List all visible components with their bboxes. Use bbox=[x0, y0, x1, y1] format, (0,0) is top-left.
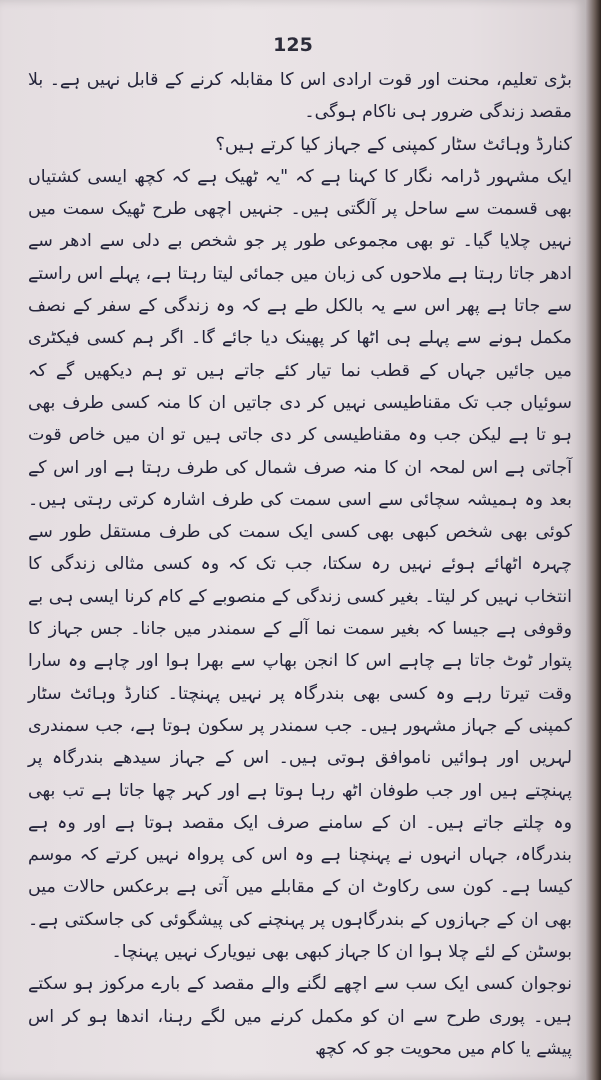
page-body-text bbox=[28, 64, 572, 1065]
page-number: 125 bbox=[273, 34, 313, 56]
paragraph-intro: بڑی تعلیم، محنت اور قوت ارادی اس کا مقابلہ کرنے کے قابل نہیں ہے۔ بلا مقصد زندگی ضرور ہی ناکام ہوگی۔ bbox=[28, 70, 572, 123]
paragraph-closing: نوجوان کسی ایک سب سے اچھے لگنے والے مقصد کے بارے مرکوز ہو سکتے ہیں۔ پوری طرح سے ان کو مکمل کرنے میں لگے رہنا، اندھا ہو کر اس پیشے یا کام میں محویت جو کہ کچھ bbox=[28, 974, 572, 1059]
paragraph-main: ایک مشہور ڈرامہ نگار کا کہنا ہے کہ "یہ ٹھیک ہے کہ کچھ ایسی کشتیاں بھی قسمت سے ساحل پر آلگتی ہیں۔ جنہیں اچھی طرح ٹھیک سمت میں نہیں چلایا گیا۔ تو بھی مجموعی طور پر جو شخص بے دلی سے ادھر سے ادھر جاتا رہتا ہے ملاحوں کی زبان میں جمائی لیتا رہتا ہے، پہلے اس راستے سے جاتا ہے پھر اس سے یہ بالکل طے ہے کہ وہ زندگی کے سفر کے نصف مکمل ہونے سے پہلے ہی اٹھا کر پھینک دیا جائے گا۔ اگر ہم کسی فیکٹری میں جائیں جہاں کے قطب نما تیار کئے جاتے ہیں تو ہم دیکھیں گے کہ سوئیاں جب تک مقناطیسی نہیں کر دی جاتیں ان کا منہ کسی طرف بھی ہو تا ہے لیکن جب وہ مقناطیسی کر دی جاتی ہیں تو ان میں خاص قوت آجاتی ہے اس لمحہ ان کا منہ صرف شمال کی طرف رہتا ہے اور اس کے بعد وہ ہمیشہ سچائی سے اسی سمت کی طرف اشارہ کرتی رہتی ہیں۔ کوئی بھی شخص کبھی بھی کسی ایک سمت کی طرف مستقل طور سے چہرہ اٹھائے ہوئے نہیں رہ سکتا، جب تک کہ وہ کسی مثالی زندگی کا انتخاب نہیں کر لیتا۔ بغیر کسی زندگی کے منصوبے کے کام کرنا ایسی ہی بے وقوفی ہے جیسا کہ بغیر سمت نما آلے کے سمندر میں جانا۔ جس جہاز کا پتوار ٹوٹ جاتا ہے چاہے اس کا انجن بھاپ سے بھرا ہوا اور چاہے وہ سارا وقت تیرتا رہے وہ کسی بھی بندرگاہ پر نہیں پہنچتا۔ کنارڈ وہائٹ سٹار کمپنی کے جہاز مشہور ہیں۔ جب سمندر پر سکون ہوتا ہے، جب سمندری لہریں اور ہوائیں ناموافق ہوتی ہیں۔ اس کے جہاز سیدھے بندرگاہ پر پہنچتے ہیں اور جب طوفان اٹھ رہا ہوتا ہے اور کہر چھا جاتا ہے تب بھی وہ چلتے جاتے ہیں۔ ان کے سامنے صرف ایک مقصد ہوتا ہے اور وہ ہے بندرگاہ، جہاں انہوں نے پہنچنا ہے وہ اس کی پرواہ نہیں کرتے کہ موسم کیسا ہے۔ کون سی رکاوٹ ان کے مقابلے میں آتی ہے برعکس حالات میں بھی ان کے جہازوں کے بندرگاہوں پر پہنچنے کی پیشگوئی کی جاسکتی ہے۔ بوسٹن کے لئے چلا ہوا ان کا جہاز کبھی بھی نیویارک نہیں پہنچا۔ bbox=[28, 166, 572, 963]
section-question: کنارڈ وہائٹ سٹار کمپنی کے جہاز کیا کرتے ہیں؟ bbox=[215, 133, 572, 155]
page-edge-shadow bbox=[586, 0, 601, 1080]
